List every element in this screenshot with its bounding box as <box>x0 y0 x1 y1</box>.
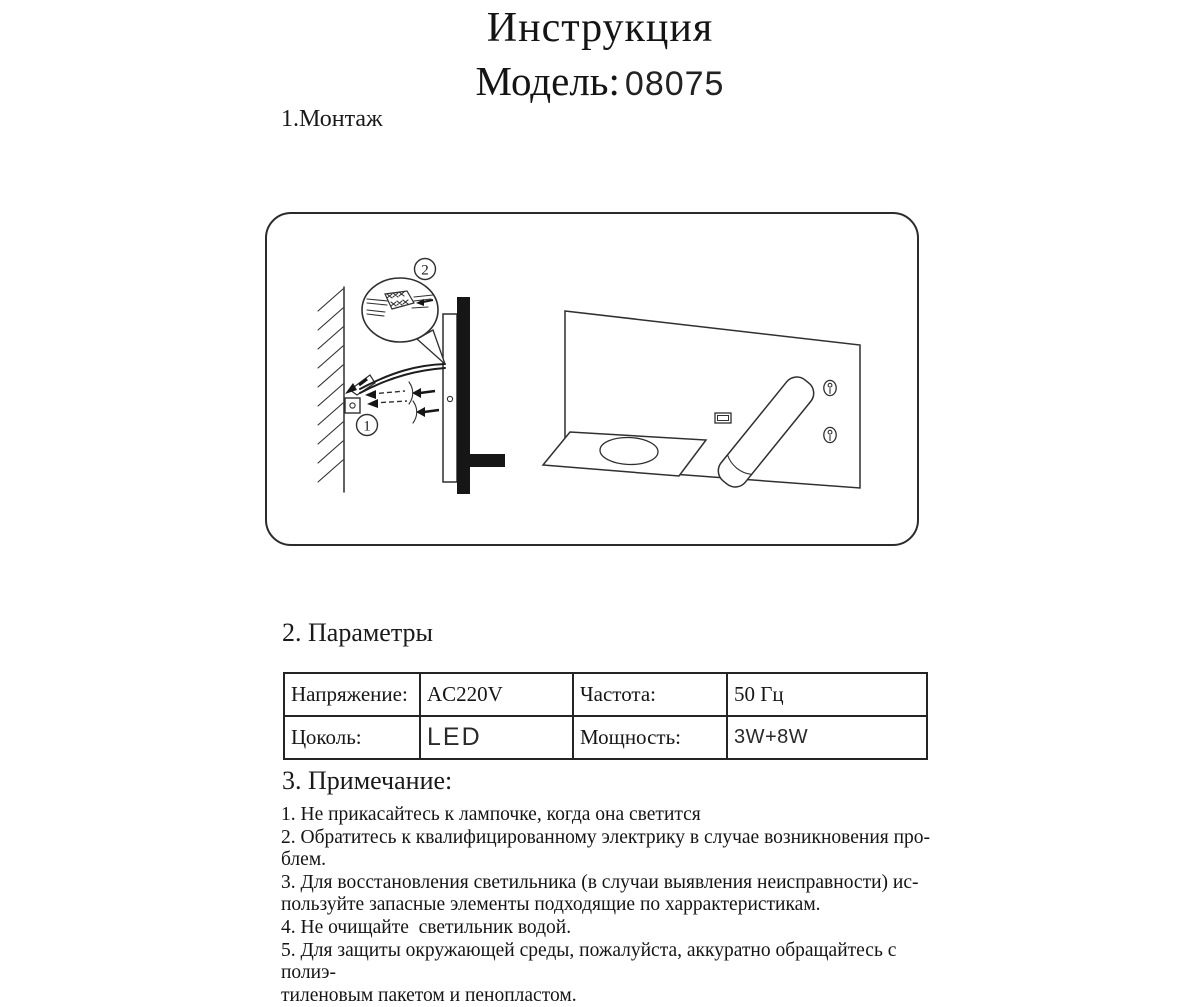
installation-diagram <box>265 212 919 546</box>
note-line-2b: блем. <box>281 849 327 871</box>
wall-hatching-icon <box>318 287 344 492</box>
section-heading-montage: 1.Монтаж <box>281 106 383 132</box>
step2-number: 2 <box>421 262 429 279</box>
wire-connector-callout <box>362 278 445 364</box>
table-row <box>284 716 927 759</box>
notes-list <box>281 804 933 1007</box>
callout-label-2 <box>415 259 436 280</box>
param-label-frequency: Частота: <box>573 673 727 716</box>
switch-button-bottom-icon <box>824 427 836 442</box>
section-heading-notes: 3. Примечание: <box>282 766 453 795</box>
param-value-voltage: AC220V <box>420 673 573 716</box>
installation-diagram-drawing <box>267 214 917 544</box>
note-line-1: 1. Не прикасайтесь к лампочке, когда она светится <box>281 804 701 825</box>
screw-direction-arrows <box>365 382 439 423</box>
note-line-3b: пользуйте запасные элементы подходящие по харрактеристикам. <box>281 894 821 916</box>
page-title: Инструкция <box>486 5 714 51</box>
param-value-power: 3W+8W <box>727 716 927 759</box>
model-label: Модель: <box>475 58 620 104</box>
step1-number: 1 <box>363 418 371 435</box>
note-line-3: 3. Для восстановления светильника (в случаи выявления неисправности) ис- <box>281 871 919 893</box>
section-heading-params: 2. Параметры <box>282 618 433 647</box>
param-value-frequency: 50 Гц <box>727 673 927 716</box>
usb-port-icon <box>715 413 731 423</box>
lamp-shelf-icon <box>543 432 706 476</box>
note-line-5: 5. Для защиты окружающей среды, пожалуйста, аккуратно обращайтесь с полиэ- <box>281 939 902 984</box>
switch-button-top-icon <box>824 380 836 395</box>
model-line <box>0 58 1200 104</box>
note-line-2: 2. Обратитесь к квалифицированному электрику в случае возникновения про- <box>281 826 931 848</box>
model-number: 08075 <box>624 65 725 103</box>
param-value-socket: LED <box>420 716 573 759</box>
note-line-4: 4. Не очищайте светильник водой. <box>281 916 572 938</box>
param-label-power: Мощность: <box>573 716 727 759</box>
lamp-front-view <box>543 311 860 492</box>
lamp-side-view <box>443 297 505 494</box>
param-label-socket: Цоколь: <box>284 716 420 759</box>
callout-label-1 <box>357 415 378 436</box>
note-line-5b: тиленовым пакетом и пенопластом. <box>281 984 577 1006</box>
parameters-table <box>283 672 928 760</box>
table-row <box>284 673 927 716</box>
param-label-voltage: Напряжение: <box>284 673 420 716</box>
